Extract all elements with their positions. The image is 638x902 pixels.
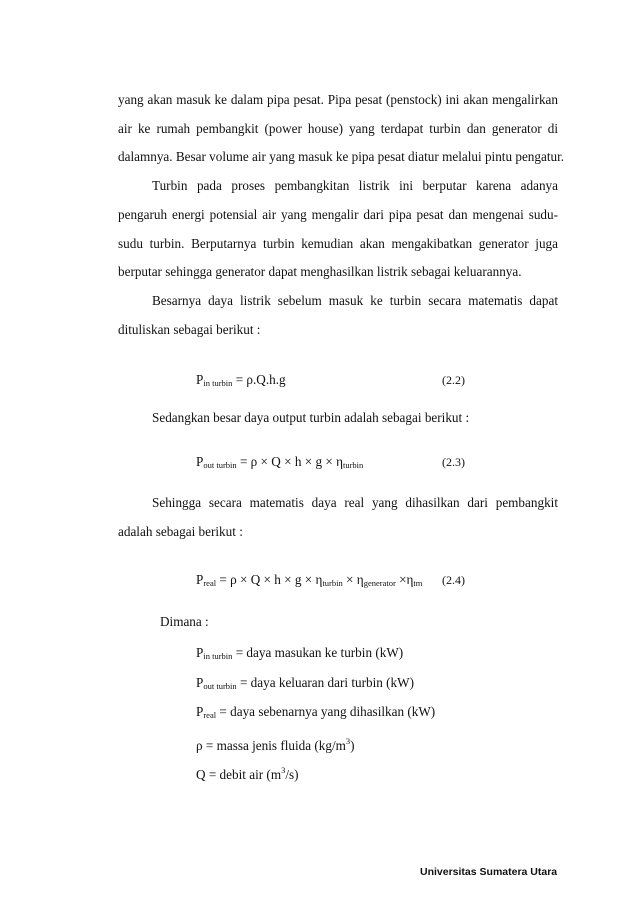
definition-item: Q = debit air $(m^3/s)$ [196, 765, 299, 782]
equation-2-4: $P_{real} = \rho \times Q \times h \times g \times \eta_{turbin} \times \eta_{generator} \times\eta_{tm}$ [196, 572, 423, 588]
paragraph-line: air ke rumah pembangkit (power house) yang terdapat turbin dan generator di [118, 121, 558, 136]
paragraph-line: Sedangkan besar daya output turbin adalah sebagai berikut : [152, 410, 470, 425]
paragraph-line: Besarnya daya listrik sebelum masuk ke turbin secara matematis dapat [152, 293, 558, 308]
equation-2-2: $P_{in turbin} = \rho.Q.h.g$ [196, 372, 286, 388]
definition-item: $P_{real}$ = daya sebenarnya yang dihasilkan (kW) [196, 704, 436, 720]
paragraph-line: adalah sebagai berikut : [118, 524, 243, 539]
definition-item: ρ = massa jenis fluida $(kg/m^3)$ [196, 736, 355, 753]
paragraph-line: dituliskan sebagai berikut : [118, 322, 261, 337]
paragraph-line: Turbin pada proses pembangkitan listrik ini berputar karena adanya [152, 178, 558, 193]
footer-university: Universitas Sumatera Utara [420, 866, 558, 878]
paragraph-line: yang akan masuk ke dalam pipa pesat. Pipa pesat (penstock) ini akan mengalirkan [118, 92, 558, 107]
paragraph-line: Sehingga secara matematis daya real yang dihasilkan dari pembangkit [152, 495, 558, 510]
dimana-label: Dimana : [160, 614, 209, 629]
paragraph-line: pengaruh energi potensial air yang mengalir dari pipa pesat dan mengenai sudu- [118, 207, 558, 222]
equation-number: (2.3) [442, 455, 465, 469]
definition-item: $P_{in turbin}$ = daya masukan ke turbin (kW) [196, 645, 404, 661]
equation-number: (2.2) [442, 373, 465, 387]
equation-2-3: $P_{out turbin} = \rho \times Q \times h \times g \times \eta_{turbin}$ [196, 454, 364, 470]
definition-item: $P_{out turbin}$ = daya keluaran dari turbin (kW) [196, 675, 414, 691]
paragraph-line: sudu turbin. Berputarnya turbin kemudian akan mengakibatkan generator juga [118, 236, 558, 251]
equation-number: (2.4) [442, 573, 465, 587]
paragraph-line: berputar sehingga generator dapat menghasilkan listrik sebagai keluarannya. [118, 264, 522, 279]
paragraph-line: dalamnya. Besar volume air yang masuk ke pipa pesat diatur melalui pintu pengatur. [118, 149, 565, 164]
